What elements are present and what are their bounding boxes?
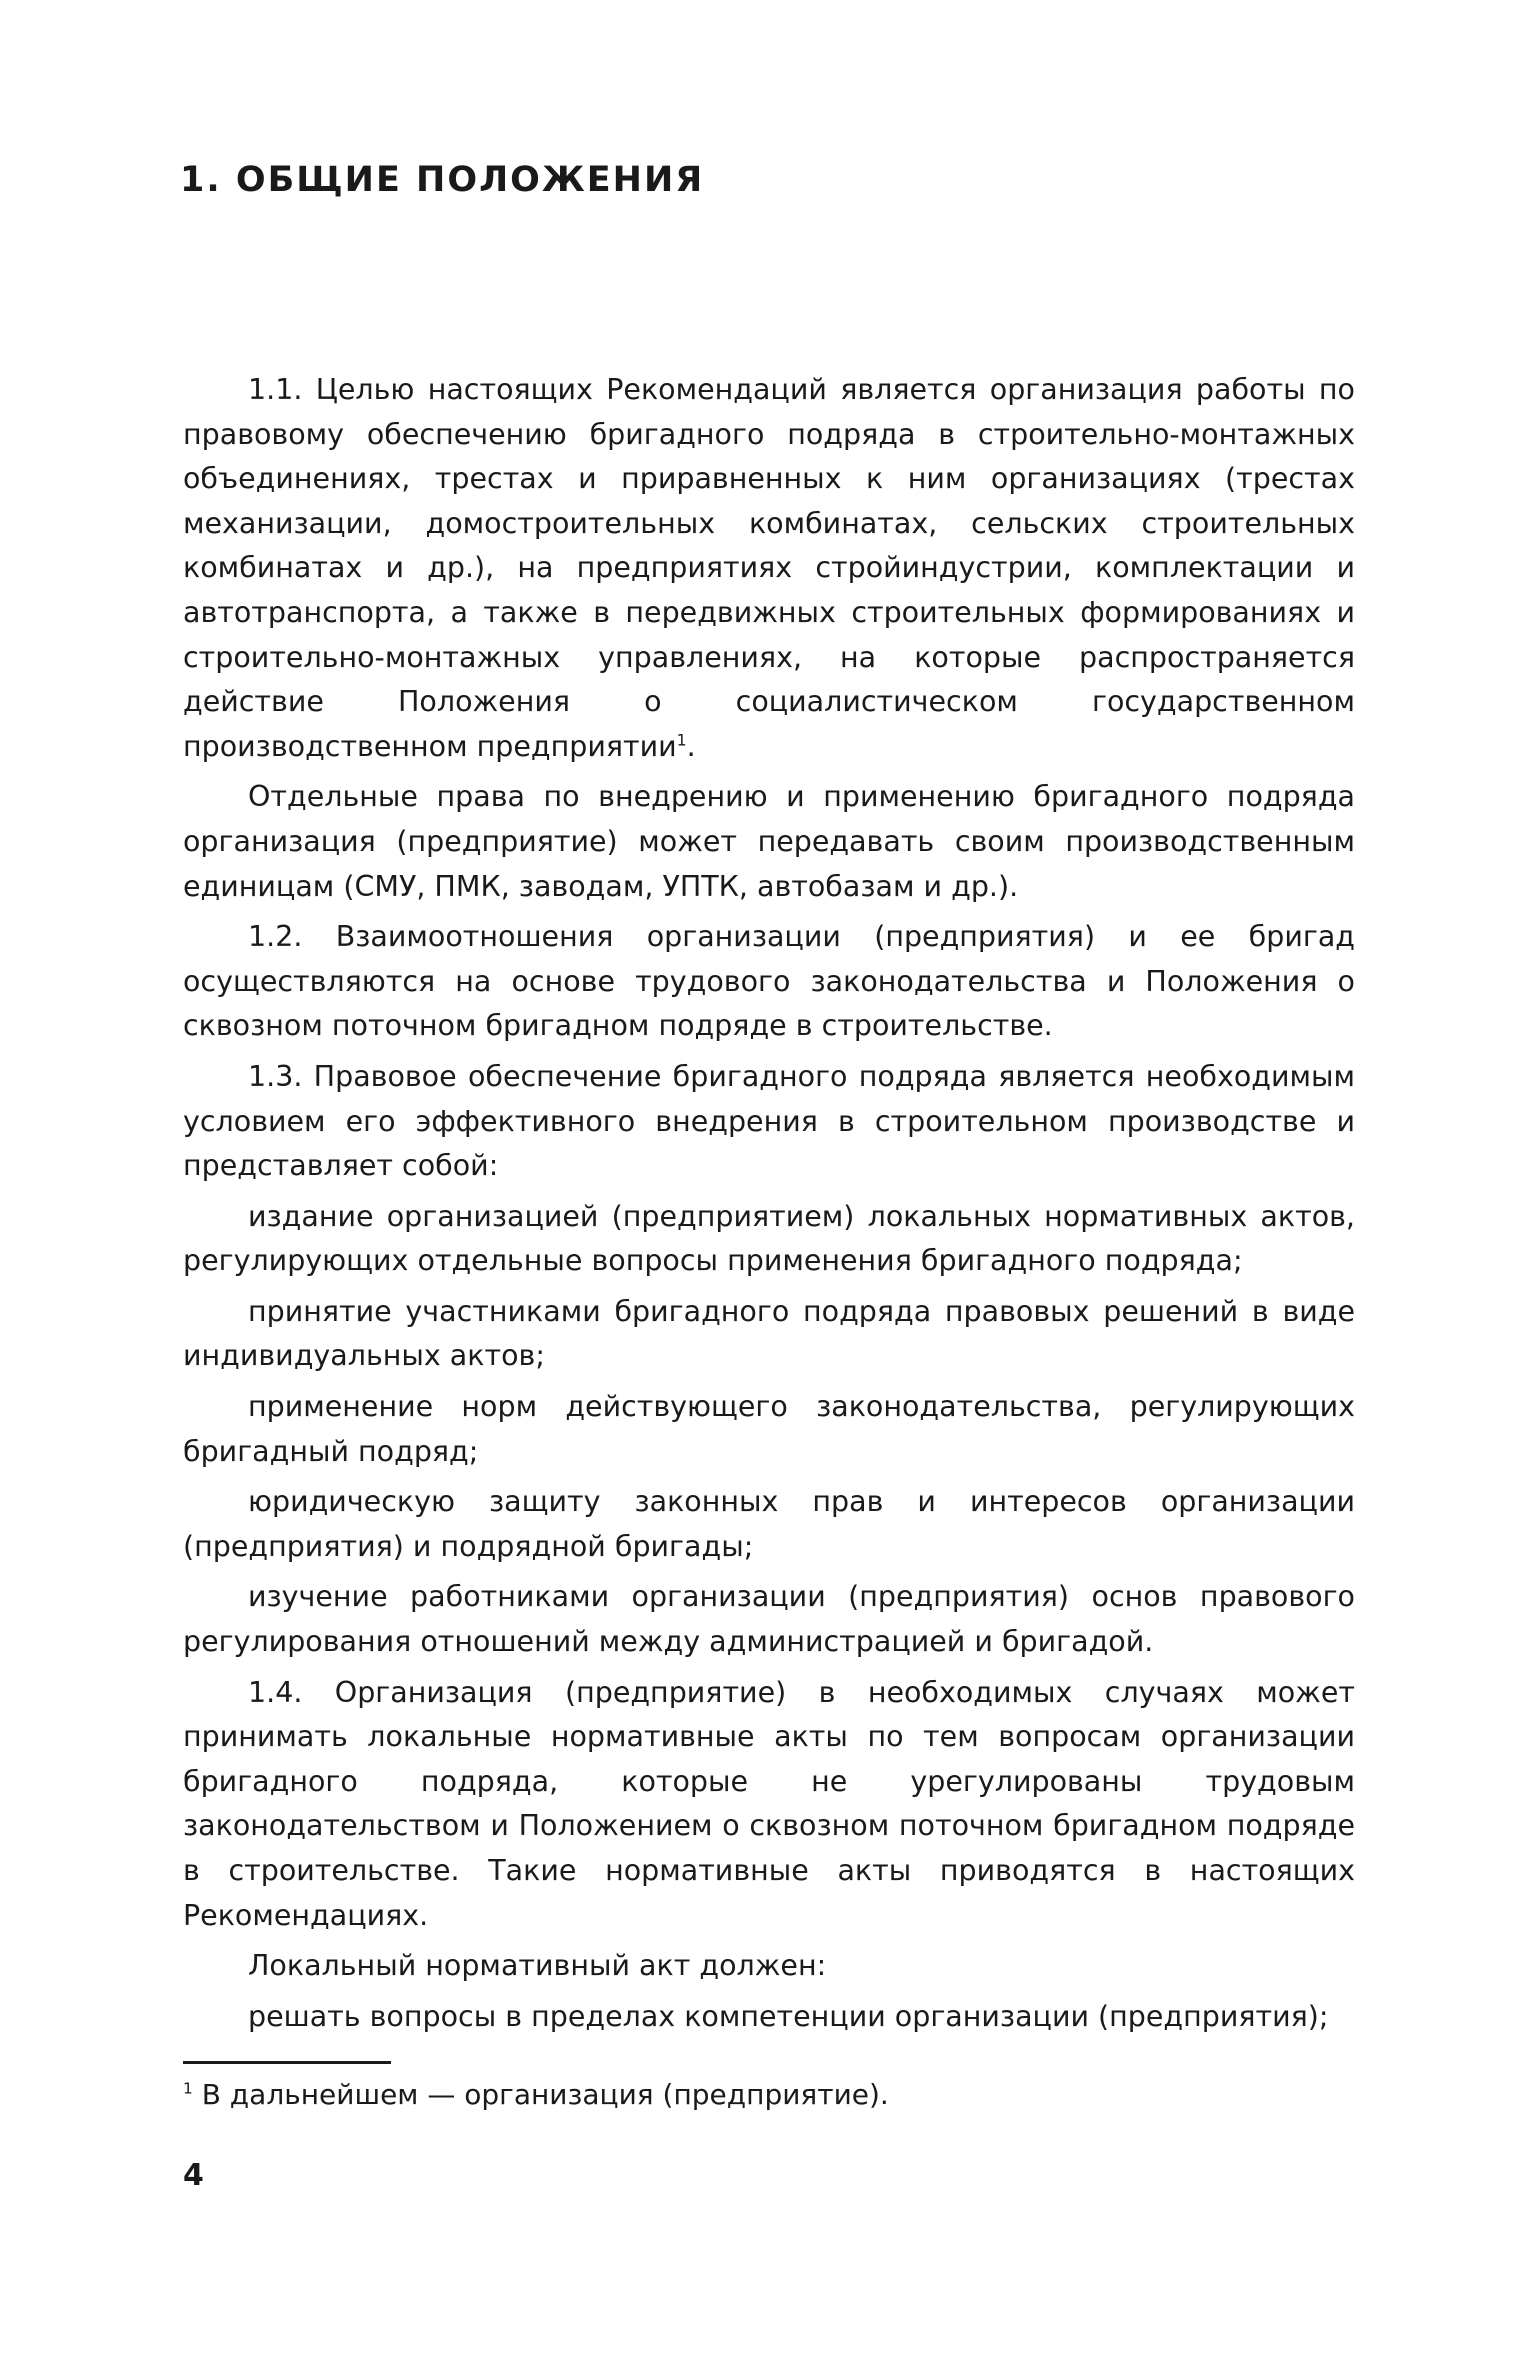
paragraph: Отдельные права по внедрению и применению бригадного подряда организация (предприятие) может передавать своим производственным единицам (СМУ, ПМК, заводам, УПТК, автобазам и др.).	[183, 780, 1355, 903]
paragraph-text: 1.1. Целью настоящих Рекомендаций является организация работы по правовому обеспечению бригадного подряда в строительно-монтажных объединениях, трестах и приравненных к ним организациях (трестах механизации, домостроительных комбинатах, сельских строительных комбинатах и др.), на предприятиях стройиндустрии, комплектации и автотранспорта, а также в передвижных строительных формированиях и строительно-монтажных управлениях, на которые распространяется действие Положения о социалистическом государственном производственном предприятии	[183, 373, 1355, 763]
footnote-text: В дальнейшем — организация (предприятие).	[192, 2078, 889, 2111]
list-item: изучение работниками организации (предприятия) основ правового регулирования отношений между администрацией и бригадой.	[183, 1580, 1355, 1659]
footnote-reference[interactable]: 1	[676, 730, 687, 750]
paragraph-1-4: 1.4. Организация (предприятие) в необходимых случаях может принимать локальные нормативные акты по тем вопросам организации бригадного подряда, которые не урегулированы трудовым законодательством и Положением о сквозном поточном бригадном подряде в строительстве. Такие нормативные акты приводятся в настоящих Рекомендациях.	[183, 1675, 1355, 1932]
paragraph: Локальный нормативный акт должен:	[248, 1949, 827, 1983]
footnote	[183, 2075, 889, 2115]
section-heading: 1. ОБЩИЕ ПОЛОЖЕНИЯ	[180, 160, 705, 200]
list-item: юридическую защиту законных прав и интересов организации (предприятия) и подрядной бригады;	[183, 1485, 1355, 1563]
footnote-divider	[183, 2061, 391, 2064]
footnote-marker: 1	[183, 2079, 193, 2098]
paragraph-1-1	[183, 368, 1355, 775]
list-item: издание организацией (предприятием) локальных нормативных актов, регулирующих отдельные вопросы применения бригадного подряда;	[183, 1199, 1355, 1278]
list-item: принятие участниками бригадного подряда правовых решений в виде индивидуальных актов;	[183, 1294, 1355, 1373]
body-text	[183, 368, 1355, 2045]
list-item: решать вопросы в пределах компетенции организации (предприятия);	[248, 1999, 1329, 2033]
list-item: применение норм действующего законодательства, регулирующих бригадный подряд;	[183, 1390, 1355, 1468]
page-number: 4	[183, 2158, 204, 2193]
paragraph-1-2: 1.2. Взаимоотношения организации (предприятия) и ее бригад осуществляются на основе трудового законодательства и Положения о сквозном поточном бригадном подряде в строительстве.	[183, 920, 1355, 1043]
paragraph-end-punct: .	[686, 729, 696, 763]
paragraph-1-3: 1.3. Правовое обеспечение бригадного подряда является необходимым условием его эффективного внедрения в строительном производстве и представляет собой:	[183, 1059, 1355, 1183]
